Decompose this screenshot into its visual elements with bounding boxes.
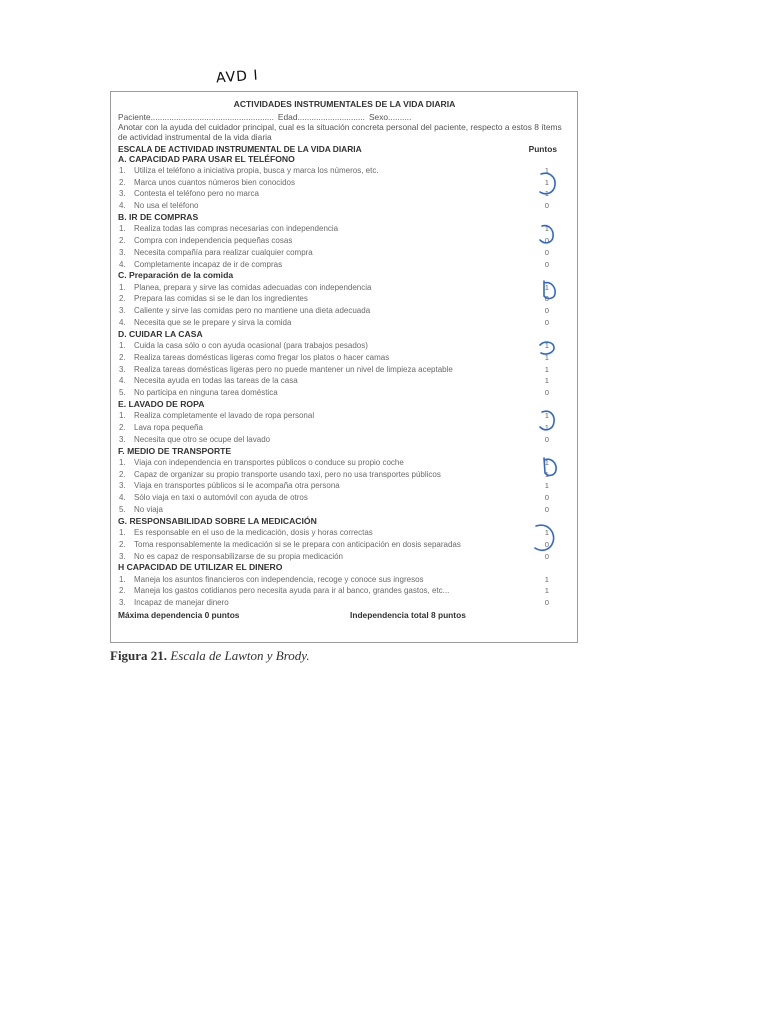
item-number: 4. — [119, 376, 126, 386]
scale-item — [118, 410, 571, 422]
item-text: No usa el teléfono — [134, 201, 199, 211]
item-points: 0 — [544, 294, 549, 304]
item-points: 0 — [544, 434, 549, 444]
item-text: Necesita compañía para realizar cualquier compra — [134, 247, 313, 257]
item-number: 2. — [119, 294, 126, 304]
item-number: 2. — [119, 422, 126, 432]
item-number: 2. — [119, 469, 126, 479]
item-points: 1 — [544, 422, 549, 432]
item-points: 1 — [544, 481, 549, 491]
item-text: Lava ropa pequeña — [134, 422, 203, 432]
item-points: 1 — [544, 376, 549, 386]
item-text: Realiza completamente el lavado de ropa personal — [134, 411, 315, 421]
item-points: 1 — [544, 469, 549, 479]
section-heading: B. IR DE COMPRAS — [118, 212, 199, 222]
item-points: 1 — [544, 364, 549, 374]
item-text: Viaja con independencia en transportes públicos o conduce su propio coche — [134, 457, 404, 467]
figure-text: Escala de Lawton y Brody. — [170, 648, 310, 663]
scale-item — [118, 492, 571, 504]
item-text: Necesita ayuda en todas las tareas de la casa — [134, 376, 298, 386]
item-text: Completamente incapaz de ir de compras — [134, 259, 283, 269]
section-heading: D. CUIDAR LA CASA — [118, 328, 203, 339]
scale-item — [118, 539, 571, 551]
item-points: 1 — [544, 340, 549, 350]
scale-item — [118, 352, 571, 364]
scale-item — [118, 375, 571, 387]
item-points: 1 — [544, 224, 549, 234]
item-text: Cuida la casa sólo o con ayuda ocasional (para trabajos pesados) — [134, 340, 368, 350]
item-points: 0 — [544, 201, 549, 211]
scale-sections — [118, 154, 571, 609]
footer-total-independence: Independencia total 8 puntos — [350, 609, 466, 620]
item-points: 0 — [544, 236, 549, 245]
item-text: Compra con independencia pequeñas cosas — [134, 236, 293, 245]
scale-item — [118, 434, 571, 446]
scale-title: ESCALA DE ACTIVIDAD INSTRUMENTAL DE LA VIDA DIARIA — [118, 143, 362, 154]
item-text: Incapaz de manejar dinero — [134, 598, 229, 608]
item-number: 3. — [119, 481, 126, 491]
instructions-text: Anotar con la ayuda del cuidador principal, cual es la situación concreta personal del paciente, respecto a estos 8 ítems de actividad instrumental de la vida diaria — [118, 122, 562, 143]
item-points: 1 — [544, 574, 549, 584]
section-heading: H CAPACIDAD DE UTILIZAR EL DINERO — [118, 562, 283, 573]
item-number: 3. — [119, 434, 126, 444]
item-text: Necesita que otro se ocupe del lavado — [134, 434, 271, 444]
scale-item — [118, 597, 571, 609]
item-text: Maneja los asuntos financieros con independencia, recoge y conoce sus ingresos — [134, 574, 424, 584]
item-number: 4. — [119, 317, 126, 327]
item-points: 0 — [544, 504, 549, 514]
item-text: Realiza tareas domésticas ligeras como fregar los platos o hacer camas — [134, 352, 390, 362]
scale-footer — [118, 609, 571, 621]
scale-item — [118, 504, 571, 516]
scale-item — [118, 305, 571, 317]
item-number: 3. — [119, 247, 126, 257]
item-number: 3. — [119, 364, 126, 374]
scale-item — [118, 574, 571, 586]
item-text: Caliente y sirve las comidas pero no mantiene una dieta adecuada — [134, 306, 371, 316]
item-number: 5. — [119, 504, 126, 514]
points-header: Puntos — [528, 143, 557, 154]
section-heading: A. CAPACIDAD PARA USAR EL TELÉFONO — [118, 153, 295, 164]
item-number: 4. — [119, 259, 126, 269]
item-number: 2. — [119, 236, 126, 245]
footer-min-dependency: Máxima dependencia 0 puntos — [118, 609, 240, 620]
item-points: 0 — [544, 317, 549, 327]
item-number: 2. — [119, 352, 126, 362]
item-number: 5. — [119, 388, 126, 398]
item-text: Sólo viaja en taxi o automóvil con ayuda de otros — [134, 493, 308, 503]
item-points: 0 — [544, 247, 549, 257]
item-number: 1. — [119, 574, 126, 584]
item-points: 0 — [544, 388, 549, 398]
item-text: Marca unos cuantos números bien conocidos — [134, 177, 295, 187]
item-number: 1. — [119, 411, 126, 421]
item-text: Realiza tareas domésticas ligeras pero no puede mantener un nivel de limpieza aceptable — [134, 364, 453, 374]
item-points: 1 — [544, 527, 549, 537]
item-points: 1 — [544, 457, 549, 467]
item-number: 1. — [119, 282, 126, 292]
item-points: 0 — [544, 306, 549, 316]
item-number: 2. — [119, 539, 126, 549]
item-text: Viaja en transportes públicos si le acompaña otra persona — [134, 481, 340, 491]
sex-label: Sexo.......... — [368, 112, 412, 122]
scale-item — [118, 177, 571, 189]
scale-item — [118, 259, 571, 271]
item-points: 0 — [544, 493, 549, 503]
scale-item — [118, 165, 571, 177]
item-number: 4. — [119, 493, 126, 503]
item-number: 3. — [119, 551, 126, 561]
item-number: 4. — [119, 201, 126, 211]
item-text: Utiliza el teléfono a iniciativa propia, busca y marca los números, etc. — [134, 165, 379, 175]
section-heading: E. LAVADO DE ROPA — [118, 398, 205, 409]
scale-item — [118, 527, 571, 539]
scale-item — [118, 247, 571, 259]
item-number: 1. — [119, 527, 126, 537]
age-label: Edad............................. — [277, 112, 365, 122]
item-text: No participa en ninguna tarea doméstica — [134, 388, 278, 398]
form-title: ACTIVIDADES INSTRUMENTALES DE LA VIDA DIARIA — [233, 99, 456, 109]
patient-info-line — [118, 112, 571, 122]
figure-caption — [110, 648, 310, 664]
lawton-brody-form — [110, 91, 578, 643]
scale-item — [118, 282, 571, 294]
item-number: 1. — [119, 340, 126, 350]
scale-item — [118, 317, 571, 329]
item-points: 1 — [544, 352, 549, 362]
section-heading: C. Preparación de la comida — [118, 270, 234, 281]
scale-item — [118, 387, 571, 399]
scale-item — [118, 457, 571, 469]
item-points: 0 — [544, 539, 549, 549]
scale-item — [118, 422, 571, 434]
scale-item — [118, 585, 571, 597]
scale-item — [118, 200, 571, 212]
patient-label: Paciente..................................................... — [118, 112, 274, 122]
item-text: Contesta el teléfono pero no marca — [134, 189, 259, 199]
scale-item — [118, 551, 571, 563]
item-points: 1 — [544, 282, 549, 292]
item-points: 1 — [544, 586, 549, 596]
section-heading: F. MEDIO DE TRANSPORTE — [118, 445, 232, 456]
item-text: Es responsable en el uso de la medicación, dosis y horas correctas — [134, 527, 373, 537]
scale-item — [118, 364, 571, 376]
item-number: 3. — [119, 306, 126, 316]
handwritten-note: AVD I — [215, 67, 260, 87]
item-points: 1 — [544, 411, 549, 421]
scale-item — [118, 480, 571, 492]
item-text: No es capaz de responsabilizarse de su propia medicación — [134, 551, 344, 561]
item-points: 0 — [544, 551, 549, 561]
item-text: Toma responsablemente la medicación si se le prepara con anticipación en dosis separadas — [134, 539, 461, 549]
item-text: Realiza todas las compras necesarias con independencia — [134, 224, 339, 234]
item-points: 0 — [544, 598, 549, 608]
item-number: 1. — [119, 224, 126, 234]
item-text: Prepara las comidas si se le dan los ingredientes — [134, 294, 308, 304]
item-text: Planea, prepara y sirve las comidas adecuadas con independencia — [134, 282, 372, 292]
item-number: 3. — [119, 189, 126, 199]
item-number: 1. — [119, 457, 126, 467]
item-number: 3. — [119, 598, 126, 608]
item-number: 2. — [119, 586, 126, 596]
scale-header — [118, 144, 571, 154]
item-number: 2. — [119, 177, 126, 187]
scale-item — [118, 235, 571, 247]
item-number: 1. — [119, 165, 126, 175]
scale-item — [118, 293, 571, 305]
section-heading: G. RESPONSABILIDAD SOBRE LA MEDICACIÓN — [118, 515, 317, 526]
scale-item — [118, 188, 571, 200]
scale-item — [118, 223, 571, 235]
scale-item — [118, 469, 571, 481]
item-points: 0 — [544, 259, 549, 269]
item-points: 1 — [544, 189, 549, 199]
item-points: 1 — [544, 177, 549, 187]
item-points: 1 — [544, 165, 549, 175]
figure-label: Figura 21. — [110, 648, 168, 663]
item-text: Necesita que se le prepare y sirva la comida — [134, 317, 292, 327]
scale-item — [118, 340, 571, 352]
item-text: No viaja — [134, 504, 163, 514]
item-text: Maneja los gastos cotidianos pero necesita ayuda para ir al banco, grandes gastos, etc... — [134, 586, 450, 596]
item-text: Capaz de organizar su propio transporte usando taxi, pero no usa transportes públicos — [134, 469, 441, 479]
